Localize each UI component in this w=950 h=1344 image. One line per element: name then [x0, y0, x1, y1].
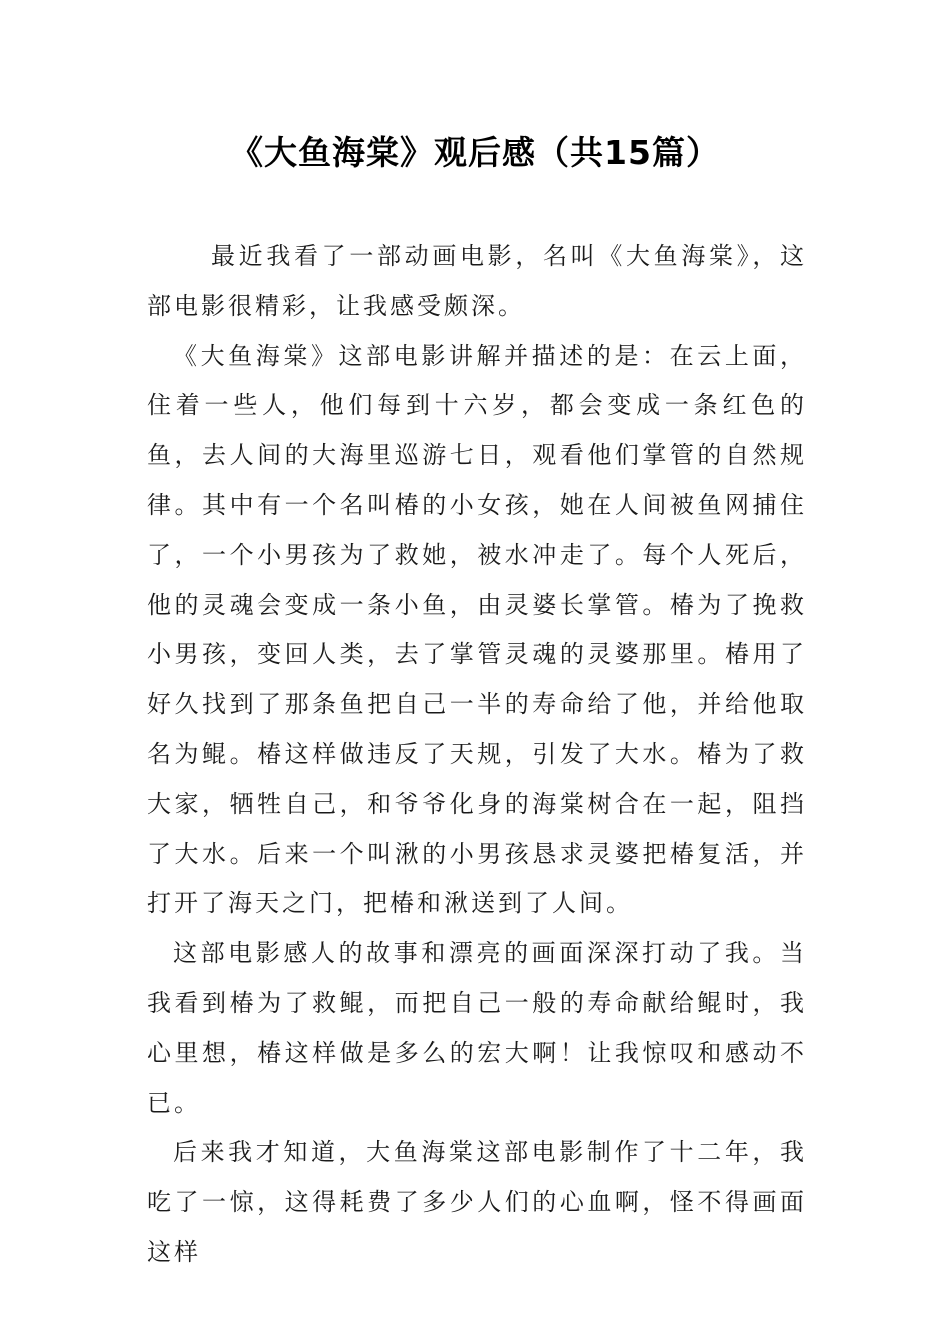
paragraph-plot-summary: 《大鱼海棠》这部电影讲解并描述的是：在云上面，住着一些人，他们每到十六岁，都会变成一条红色的鱼，去人间的大海里巡游七日，观看他们掌管的自然规律。其中有一个名叫椿的小女孩，她在人间被鱼网捕住了，一个小男孩为了救她，被水冲走了。每个人死后，他的灵魂会变成一条小鱼，由灵婆长掌管。椿为了挽救小男孩，变回人类，去了掌管灵魂的灵婆那里。椿用了好久找到了那条鱼把自己一半的寿命给了他，并给他取名为鲲。椿这样做违反了天规，引发了大水。椿为了救大家，牺牲自己，和爷爷化身的海棠树合在一起，阻挡了大水。后来一个叫湫的小男孩恳求灵婆把椿复活，并打开了海天之门，把椿和湫送到了人间。	[147, 341, 807, 918]
paragraph-intro: 最近我看了一部动画电影，名叫《大鱼海棠》，这部电影很精彩，让我感受颇深。	[147, 242, 807, 320]
paragraph-production: 后来我才知道，大鱼海棠这部电影制作了十二年，我吃了一惊，这得耗费了多少人们的心血啊，怪不得画面这样	[147, 1138, 807, 1266]
document-body	[147, 232, 807, 1278]
document-title: 《大鱼海棠》观后感（共15篇）	[230, 133, 720, 172]
paragraph-impression: 这部电影感人的故事和漂亮的画面深深打动了我。当我看到椿为了救鲲，而把自己一般的寿命献给鲲时，我心里想，椿这样做是多么的宏大啊！让我惊叹和感动不已。	[147, 939, 807, 1117]
